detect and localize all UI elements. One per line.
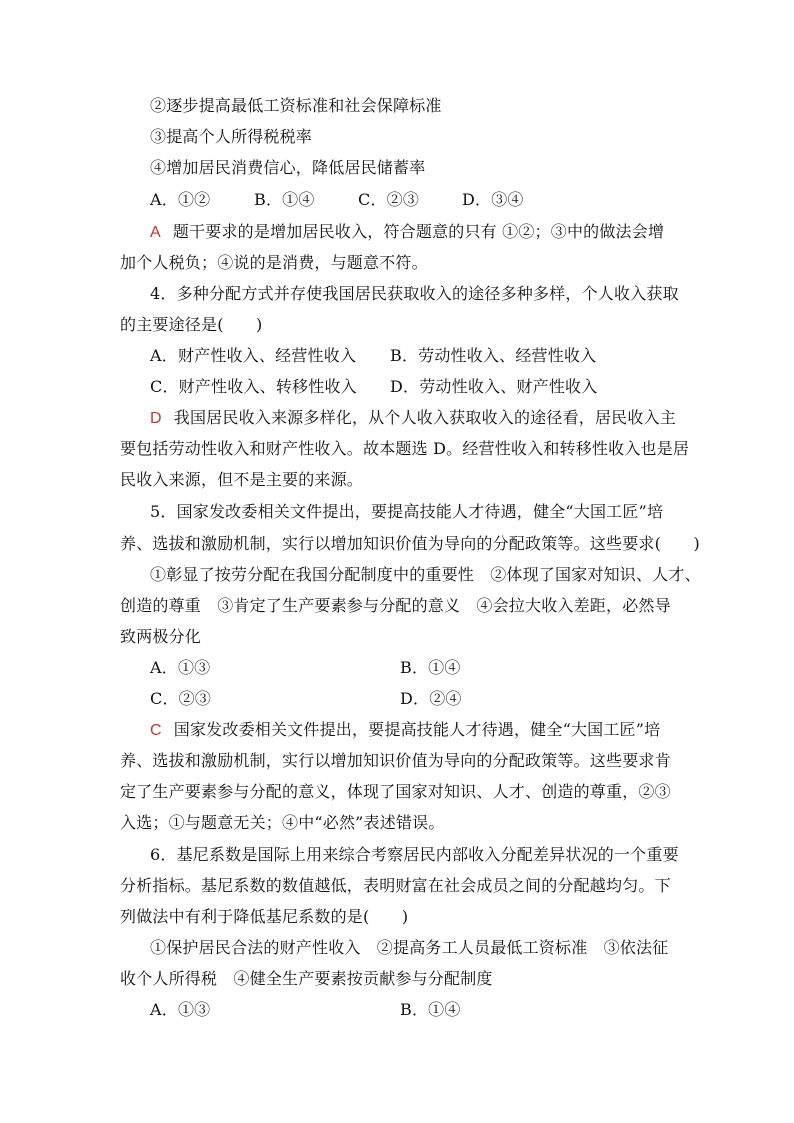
q5-choice-c: C．②③ [150, 689, 212, 708]
q4-choice-a: A．财产性收入、经营性收入 [150, 346, 357, 365]
q3-explanation [150, 222, 664, 242]
q5-statements: ①彰显了按劳分配在我国分配制度中的重要性 ②体现了国家对知识、人才、 [150, 565, 701, 584]
q3-answer-letter: A [150, 224, 161, 241]
q3-option-4: ④增加居民消费信心，降低居民储蓄率 [150, 158, 426, 177]
q5-explanation [150, 720, 660, 740]
q5-stem-cont: 养、选拔和激励机制，实行以增加知识价值为导向的分配政策等。这些要求( ) [120, 534, 700, 553]
q5-statements-cont2: 致两极分化 [120, 627, 202, 646]
q5-choice-b: B．①④ [400, 658, 461, 677]
q5-explanation-text: 国家发改委相关文件提出，要提高技能人才待遇，健全“大国工匠”培 [173, 720, 661, 739]
q6-choices-row1 [150, 1000, 461, 1020]
q4-explanation-cont2: 民收入来源，但不是主要的来源。 [120, 470, 364, 489]
q3-choice-b: B．①④ [254, 190, 315, 209]
q5-choice-d: D．②④ [400, 689, 462, 708]
q4-choice-d: D．劳动性收入、财产性收入 [390, 377, 598, 396]
q5-explanation-cont3: 入选；①与题意无关；④中“必然”表述错误。 [120, 813, 445, 832]
q6-stem-cont2: 列做法中有利于降低基尼系数的是( ) [120, 907, 409, 926]
q5-choice-a: A．①③ [150, 658, 211, 677]
q3-choice-c: C．②③ [358, 190, 420, 209]
q4-choice-b: B．劳动性收入、经营性收入 [390, 346, 597, 365]
q3-option-2: ②逐步提高最低工资标准和社会保障标准 [150, 96, 442, 115]
q4-explanation [150, 408, 676, 428]
q6-choice-b: B．①④ [400, 1000, 461, 1019]
q5-answer-letter: C [150, 722, 162, 739]
q5-choices-row1 [150, 658, 461, 678]
q3-explanation-cont: 加个人税负；④说的是消费，与题意不符。 [120, 253, 428, 272]
q6-statements-cont: 收个人所得税 ④健全生产要素按贡献参与分配制度 [120, 969, 493, 988]
q5-stem: 5．国家发改委相关文件提出，要提高技能人才待遇，健全“大国工匠”培 [150, 502, 664, 521]
q4-explanation-cont1: 要包括劳动性收入和财产性收入。故本题选 D。经营性收入和转移性收入也是居 [120, 439, 690, 458]
q4-explanation-text: 我国居民收入来源多样化，从个人收入获取收入的途径看，居民收入主 [173, 408, 676, 427]
q6-choice-a: A．①③ [150, 1000, 211, 1019]
q3-choices [150, 190, 524, 210]
q4-stem: 4．多种分配方式并存使我国居民获取收入的途径多种多样，个人收入获取 [150, 284, 679, 303]
q4-choice-c: C．财产性收入、转移性收入 [150, 377, 357, 396]
q3-choice-a: A．①② [150, 190, 211, 209]
q4-choices-row2 [150, 377, 597, 397]
q5-explanation-cont2: 定了生产要素参与分配的意义，体现了国家对知识、人才、创造的尊重，②③ [120, 782, 671, 801]
q5-statements-cont1: 创造的尊重 ③肯定了生产要素参与分配的意义 ④会拉大收入差距，必然导 [120, 596, 671, 615]
q4-choices-row1 [150, 346, 596, 366]
q4-stem-cont: 的主要途径是( ) [120, 315, 263, 334]
q5-explanation-cont1: 养、选拔和激励机制，实行以增加知识价值为导向的分配政策等。这些要求肯 [120, 751, 671, 770]
q3-option-3: ③提高个人所得税税率 [150, 127, 313, 146]
q6-stem: 6．基尼系数是国际上用来综合考察居民内部收入分配差异状况的一个重要 [150, 845, 679, 864]
q6-statements: ①保护居民合法的财产性收入 ②提高务工人员最低工资标准 ③依法征 [150, 938, 669, 957]
q6-stem-cont1: 分析指标。基尼系数的数值越低，表明财富在社会成员之间的分配越均匀。下 [120, 876, 671, 895]
q4-answer-letter: D [150, 410, 162, 427]
q5-choices-row2 [150, 689, 462, 709]
q3-explanation-text: 题干要求的是增加居民收入，符合题意的只有 ①②；③中的做法会增 [172, 222, 665, 241]
q3-choice-d: D．③④ [462, 190, 524, 209]
